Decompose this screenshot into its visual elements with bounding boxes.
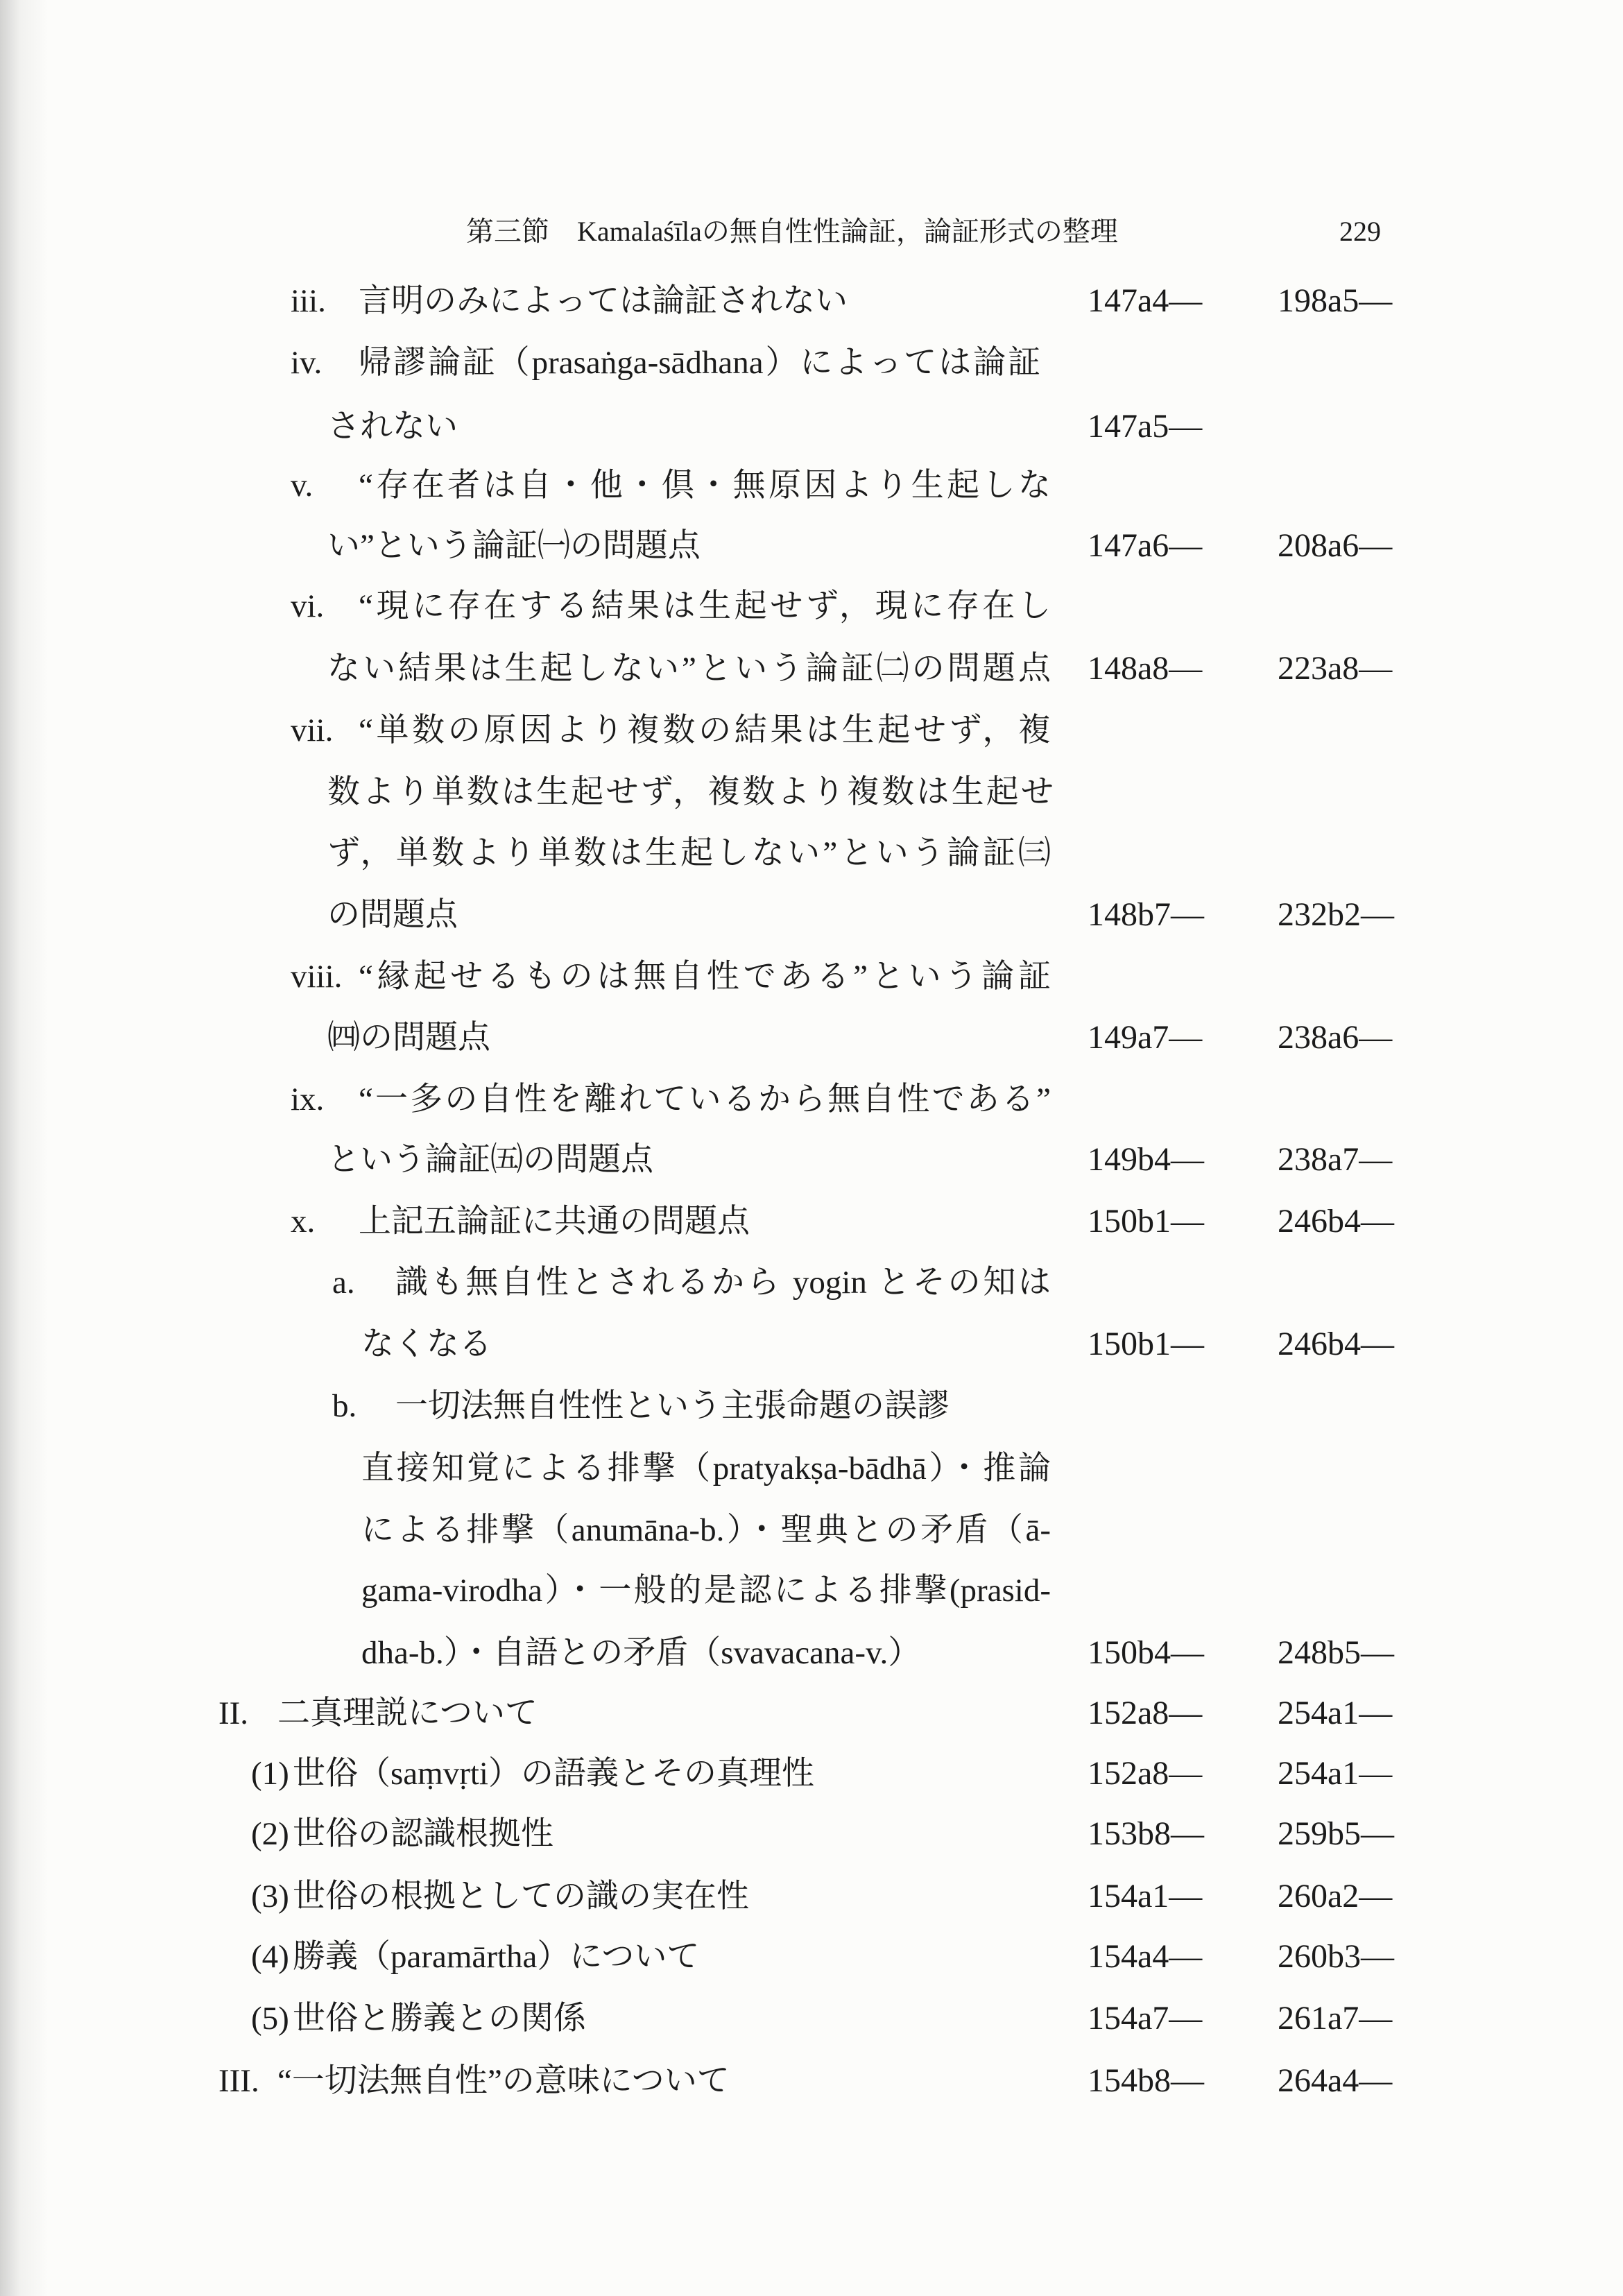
page-ref-1: 154a4— <box>1088 1938 1203 1975</box>
toc-entry-label: vi. <box>291 588 325 624</box>
toc-entry-continuation: 直接知覚による排撃（pratyakṣa-bādhā）・推論 <box>361 1450 1051 1487</box>
page-ref-2: 232b2— <box>1278 896 1394 933</box>
toc-entry-label: II. <box>218 1695 249 1731</box>
toc-entry-ix <box>291 1079 1051 1120</box>
toc-entry-continuation: の問題点 <box>327 897 458 933</box>
toc-entry-text: 世俗の認識根拠性 <box>293 1816 553 1852</box>
page-ref-1: 147a5— <box>1088 408 1203 445</box>
toc-entry-continuation: という論証㈤の問題点 <box>327 1142 653 1178</box>
page-ref-1: 152a8— <box>1088 1695 1203 1731</box>
page-ref-2: 198a5— <box>1278 282 1393 319</box>
page-ref-1: 153b8— <box>1088 1815 1204 1852</box>
toc-entry-label: ix. <box>291 1081 325 1117</box>
toc-entry-label: iii. <box>291 283 326 319</box>
page-ref-2: 254a1— <box>1278 1755 1393 1792</box>
page-ref-2: 246b4— <box>1278 1203 1394 1240</box>
toc-subsection-1 <box>251 1753 814 1794</box>
page-ref-1: 150b1— <box>1088 1203 1204 1240</box>
toc-entry-text: “一多の自性を離れているから無自性である” <box>359 1081 1051 1117</box>
toc-subentry-b <box>332 1385 950 1427</box>
toc-entry-continuation: 数より単数は生起せず，複数より複数は生起せ <box>327 774 1054 810</box>
toc-subsection-5 <box>251 1998 586 2039</box>
page-number: 229 <box>1339 216 1381 247</box>
toc-entry-continuation: ず，単数より単数は生起しない”という論証㈢ <box>327 835 1051 871</box>
page-ref-2: 238a6— <box>1278 1019 1393 1056</box>
toc-entry-label: (2) <box>251 1816 289 1852</box>
toc-entry-label: vii. <box>291 712 334 748</box>
toc-entry-label: (1) <box>251 1756 289 1792</box>
toc-entry-text: 世俗の根拠としての識の実在性 <box>293 1878 749 1914</box>
toc-entry-continuation: dha-b.）・自語との矛盾（svavacana-v.） <box>361 1635 921 1671</box>
page-ref-1: 148b7— <box>1088 896 1204 933</box>
toc-entry-label: x. <box>291 1203 316 1240</box>
toc-entry-text: “縁起せるものは無自性である”という論証 <box>359 959 1051 995</box>
toc-entry-text: 二真理説について <box>277 1695 538 1731</box>
toc-entry-x <box>291 1201 750 1242</box>
page-ref-2: 248b5— <box>1278 1634 1394 1671</box>
toc-entry-text: 一切法無自性性という主張命題の誤謬 <box>395 1388 950 1424</box>
page-ref-1: 149b4— <box>1088 1141 1204 1178</box>
page-ref-2: 261a7— <box>1278 2000 1393 2037</box>
toc-entry-vi <box>291 585 1051 627</box>
toc-entry-text: 上記五論証に共通の問題点 <box>359 1203 750 1240</box>
toc-entry-label: (3) <box>251 1878 289 1914</box>
page-ref-1: 154b8— <box>1088 2062 1204 2099</box>
toc-entry-label: iv. <box>291 345 323 381</box>
toc-entry-continuation: gama-virodha）・一般的是認による排撃(prasid- <box>361 1573 1051 1609</box>
toc-entry-text: 世俗と勝義との関係 <box>293 2001 586 2037</box>
toc-entry-label: a. <box>332 1265 355 1301</box>
toc-entry-label: (4) <box>251 1939 289 1975</box>
toc-entry-text: “現に存在する結果は生起せず，現に存在し <box>359 588 1051 624</box>
toc-entry-continuation: ない結果は生起しない”という論証㈡の問題点 <box>327 651 1051 687</box>
page-ref-2: 208a6— <box>1278 527 1393 564</box>
toc-section-ii <box>218 1693 538 1734</box>
page-ref-2: 246b4— <box>1278 1326 1394 1362</box>
toc-entry-label: b. <box>332 1388 357 1424</box>
page-ref-1: 148a8— <box>1088 650 1203 687</box>
page-ref-1: 150b4— <box>1088 1634 1204 1671</box>
page-ref-1: 154a7— <box>1088 2000 1203 2037</box>
scan-edge-shadow <box>0 0 49 2296</box>
page-ref-1: 149a7— <box>1088 1019 1203 1056</box>
running-header-title: Kamalaśīlaの無自性性論証，論証形式の整理 <box>577 216 1118 247</box>
toc-section-iii <box>218 2060 730 2102</box>
toc-entry-text: “一切法無自性”の意味について <box>277 2063 730 2099</box>
page-ref-1: 154a1— <box>1088 1878 1203 1914</box>
toc-entry-text: “存在者は自・他・倶・無原因より生起しな <box>359 468 1051 504</box>
running-header-section: 第三節 <box>466 216 549 247</box>
toc-entry-continuation: されない <box>327 409 458 445</box>
page-ref-2: 254a1— <box>1278 1695 1393 1731</box>
toc-entry-label: (5) <box>251 2001 289 2037</box>
page-ref-2: 264a4— <box>1278 2062 1393 2099</box>
page-ref-1: 147a4— <box>1088 282 1203 319</box>
toc-entry-continuation: ㈣の問題点 <box>327 1020 490 1056</box>
page-ref-2: 260a2— <box>1278 1878 1393 1914</box>
page-ref-1: 150b1— <box>1088 1326 1204 1362</box>
toc-subsection-3 <box>251 1876 749 1917</box>
page-ref-2: 238a7— <box>1278 1141 1393 1178</box>
toc-entry-viii <box>291 956 1051 997</box>
page-ref-2: 260b3— <box>1278 1938 1394 1975</box>
page-ref-1: 147a6— <box>1088 527 1203 564</box>
toc-subsection-2 <box>251 1813 553 1855</box>
toc-entry-text: 言明のみによっては論証されない <box>359 283 848 319</box>
toc-entry-label: viii. <box>291 959 343 995</box>
toc-subentry-a <box>332 1262 1051 1303</box>
page-ref-2: 223a8— <box>1278 650 1393 687</box>
toc-entry-continuation: なくなる <box>361 1326 492 1362</box>
toc-entry-label: III. <box>218 2063 259 2099</box>
toc-entry-v <box>291 465 1051 506</box>
toc-entry-iv <box>291 342 1040 384</box>
toc-entry-label: v. <box>291 468 314 504</box>
toc-entry-iii <box>291 280 848 322</box>
toc-entry-text: 世俗（saṃvṛti）の語義とその真理性 <box>293 1756 814 1792</box>
toc-entry-vii <box>291 710 1051 751</box>
toc-entry-text: 勝義（paramārtha）について <box>293 1939 700 1975</box>
page-ref-2: 259b5— <box>1278 1815 1394 1852</box>
toc-subsection-4 <box>251 1936 699 1978</box>
toc-entry-text: 識も無自性とされるから yogin とその知は <box>395 1265 1051 1301</box>
toc-entry-continuation: による排撃（anumāna-b.）・聖典との矛盾（ā- <box>361 1512 1051 1548</box>
toc-entry-continuation: い”という論証㈠の問題点 <box>327 528 701 564</box>
toc-entry-text: 帰謬論証（prasaṅga-sādhana）によっては論証 <box>359 345 1040 381</box>
page-ref-1: 152a8— <box>1088 1755 1203 1792</box>
toc-entry-text: “単数の原因より複数の結果は生起せず，複 <box>359 712 1051 748</box>
